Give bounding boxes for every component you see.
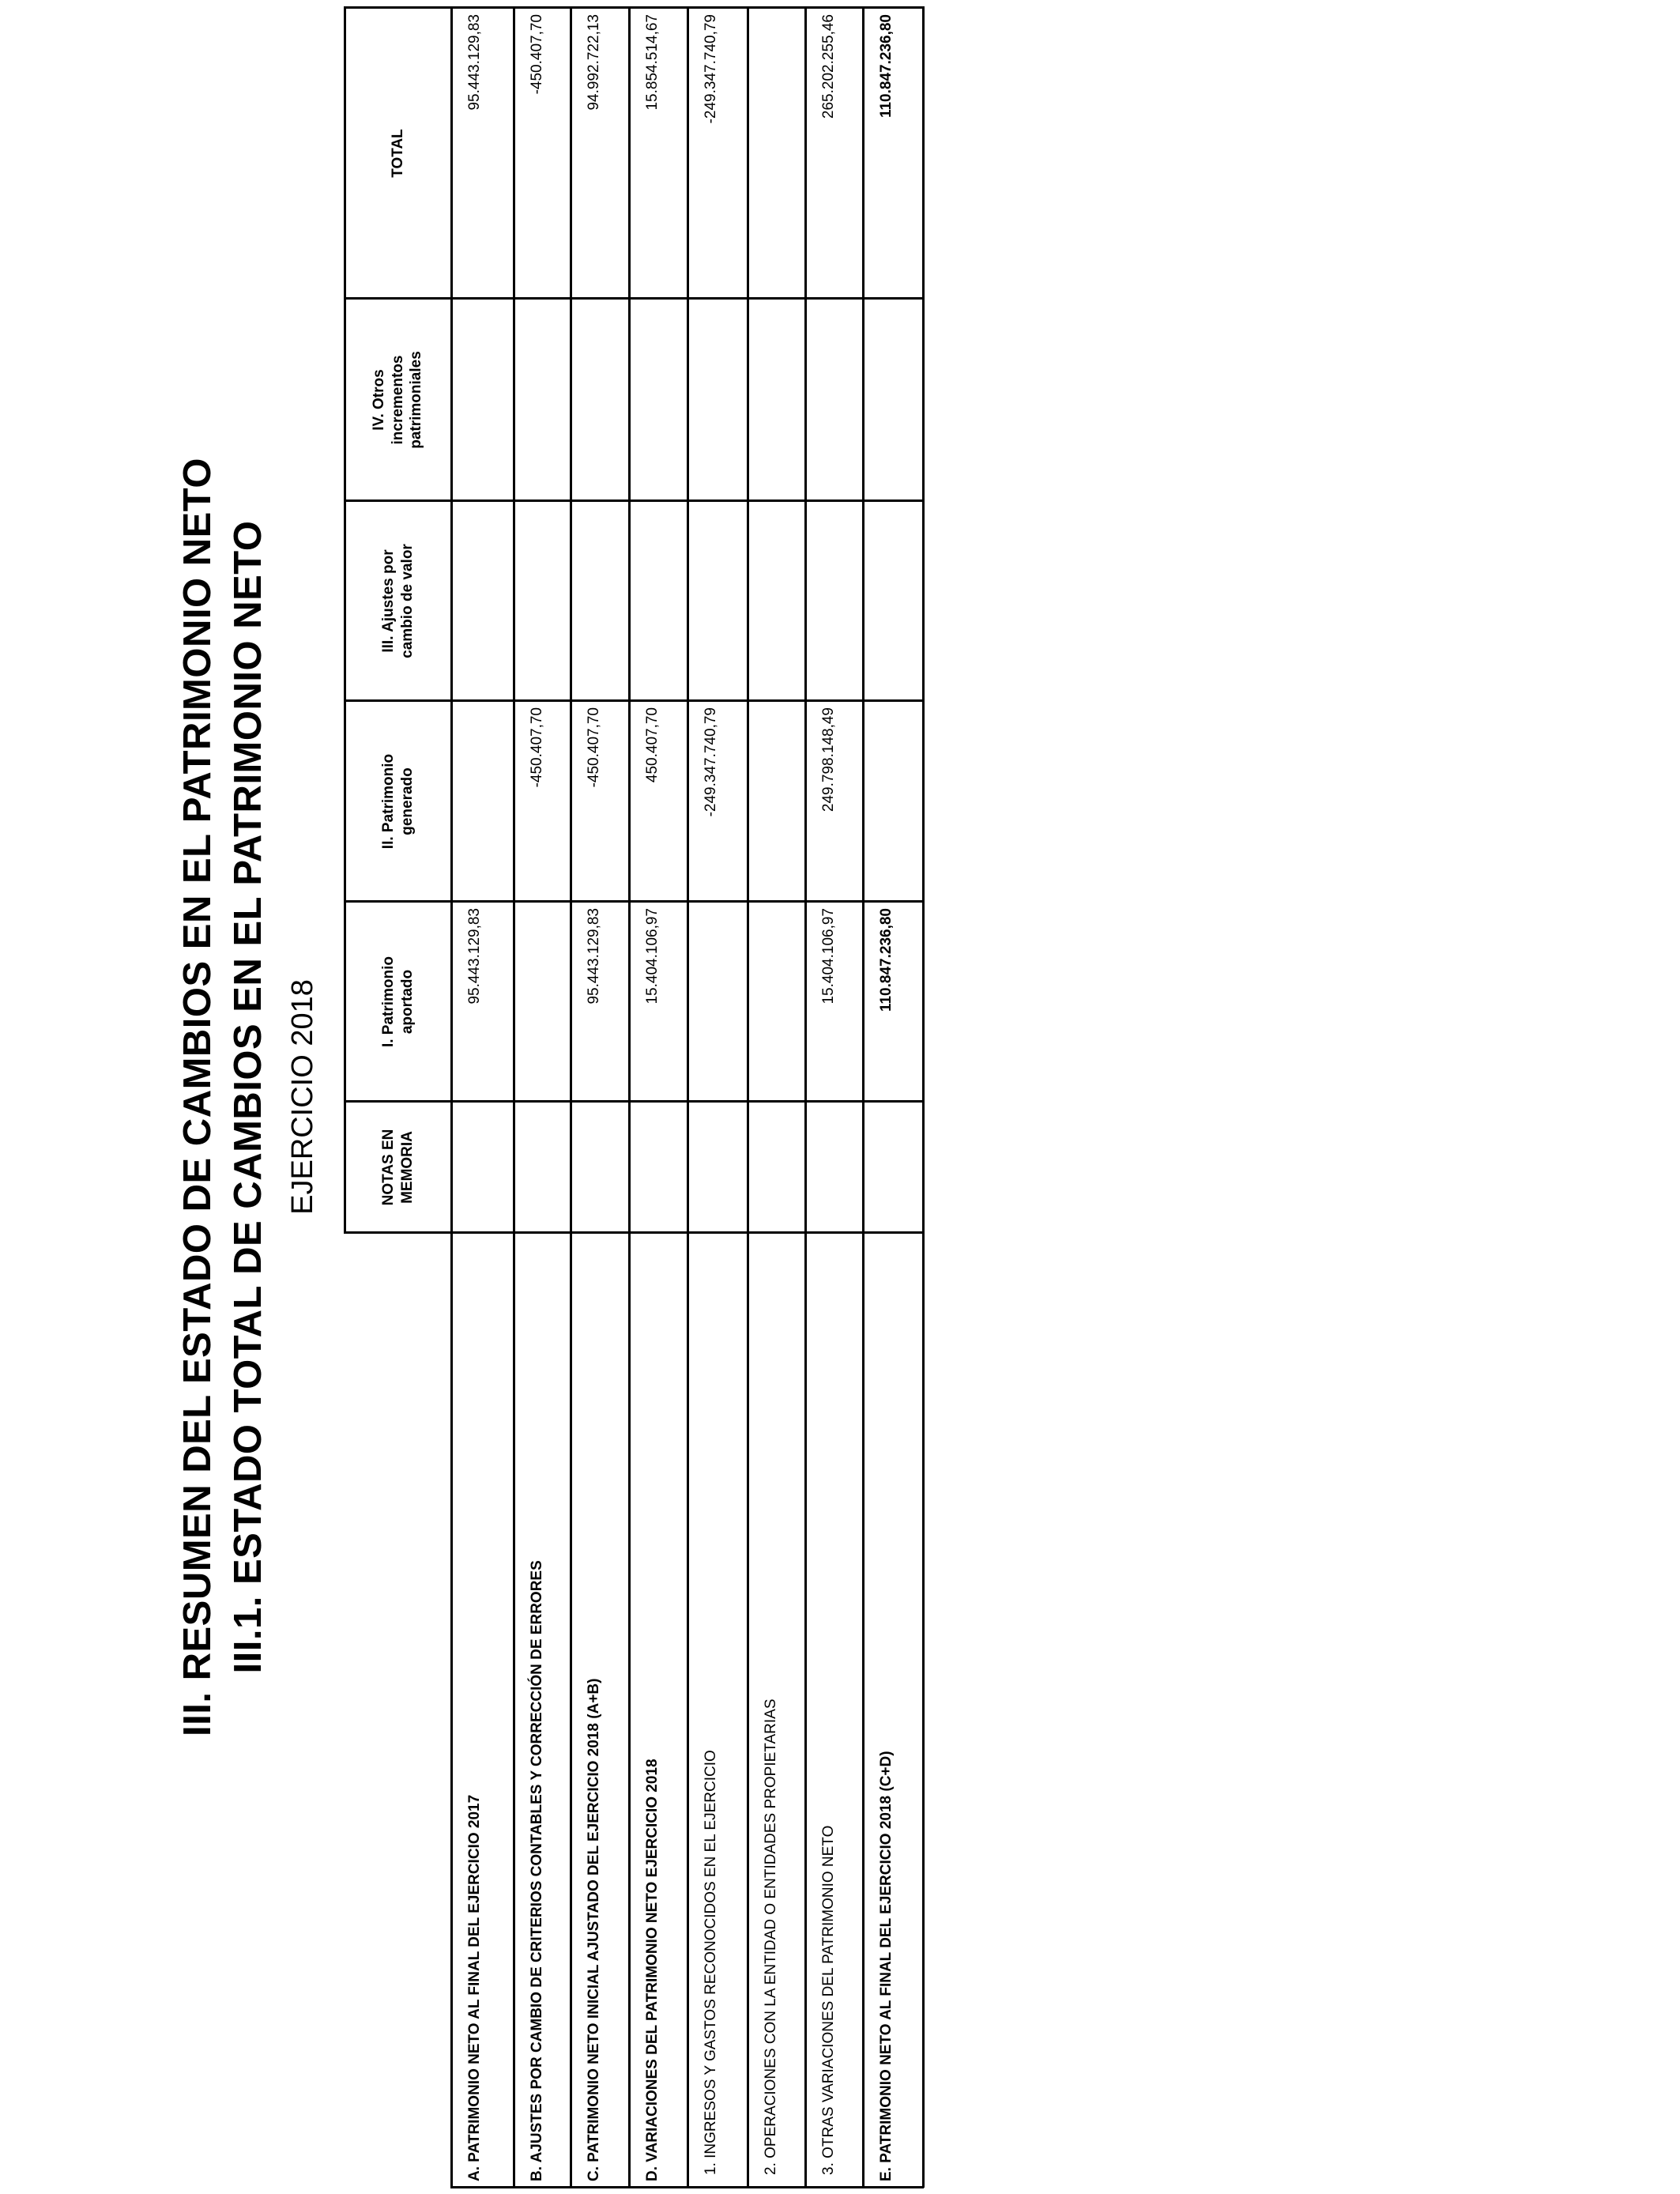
column-divider <box>344 297 924 300</box>
cell-aportado: 15.404.106,97 <box>644 908 661 1005</box>
cell-ajustes <box>451 501 514 701</box>
row-divider <box>513 6 515 2188</box>
row-label: 3. OTRAS VARIACIONES DEL PATRIMONIO NETO <box>820 1825 837 2175</box>
cell-total: 94.992.722,13 <box>586 14 602 111</box>
column-divider <box>344 499 924 502</box>
cell-otros <box>687 299 748 501</box>
row-label: 2. OPERACIONES CON LA ENTIDAD O ENTIDADES PROPIETARIAS <box>763 1698 779 2175</box>
column-divider <box>344 6 924 9</box>
column-header-aportado <box>345 902 451 1102</box>
cell-notas <box>863 1102 923 1233</box>
cell-total: -249.347.740,79 <box>703 14 719 124</box>
cell-generado <box>863 701 923 902</box>
cell-notas <box>571 1102 629 1233</box>
cell-notas <box>748 1102 805 1233</box>
row-label: C. PATRIMONIO NETO INICIAL AJUSTADO DEL EJERCICIO 2018 (A+B) <box>586 1678 602 2181</box>
row-divider <box>862 6 864 2188</box>
header-divider <box>450 6 453 2188</box>
row-divider <box>570 6 572 2188</box>
cell-ajustes <box>629 501 687 701</box>
cell-notas <box>514 1102 571 1233</box>
cell-total <box>748 8 805 299</box>
cell-aportado: 110.847.236,80 <box>878 908 895 1012</box>
header-text: TOTAL <box>389 129 406 178</box>
sub-title: III.1. ESTADO TOTAL DE CAMBIOS EN EL PATRIMONIO NETO <box>227 520 269 1674</box>
row-divider <box>804 6 807 2188</box>
cell-generado: -249.347.740,79 <box>703 707 719 817</box>
header-text: III. Ajustes por cambio de valor <box>379 544 416 658</box>
column-header-total <box>345 8 451 299</box>
cell-otros <box>805 299 863 501</box>
cell-otros <box>863 299 923 501</box>
column-header-otros <box>345 299 451 501</box>
header-text: II. Patrimonio generado <box>379 753 416 850</box>
cell-otros <box>629 299 687 501</box>
row-label: A. PATRIMONIO NETO AL FINAL DEL EJERCICIO 2017 <box>466 1794 483 2181</box>
cell-aportado: 95.443.129,83 <box>466 908 483 1005</box>
cell-otros <box>748 299 805 501</box>
cell-ajustes <box>805 501 863 701</box>
period-title: EJERCICIO 2018 <box>286 979 319 1215</box>
cell-aportado <box>514 902 571 1102</box>
column-divider <box>344 1231 924 1234</box>
column-header-generado <box>345 701 451 902</box>
cell-total: 110.847.236,80 <box>878 14 895 119</box>
column-divider <box>344 1100 924 1103</box>
row-divider <box>628 6 631 2188</box>
cell-generado <box>748 701 805 902</box>
cell-ajustes <box>687 501 748 701</box>
table-border-top <box>344 6 346 1233</box>
cell-generado: 249.798.148,49 <box>820 707 837 812</box>
row-label: D. VARIACIONES DEL PATRIMONIO NETO EJERCICIO 2018 <box>644 1759 661 2181</box>
row-label: B. AJUSTES POR CAMBIO DE CRITERIOS CONTABLES Y CORRECCIÓN DE ERRORES <box>529 1560 545 2181</box>
cell-notas <box>687 1102 748 1233</box>
row-label: E. PATRIMONIO NETO AL FINAL DEL EJERCICIO 2018 (C+D) <box>878 1751 895 2181</box>
cell-generado: -450.407,70 <box>586 707 602 788</box>
cell-notas <box>451 1102 514 1233</box>
cell-total: -450.407,70 <box>529 14 545 95</box>
table-border-bottom <box>922 6 925 2188</box>
cell-notas <box>805 1102 863 1233</box>
row-divider <box>747 6 749 2188</box>
column-header-notas <box>345 1102 451 1233</box>
row-divider <box>687 6 689 2188</box>
cell-ajustes <box>571 501 629 701</box>
column-divider <box>344 699 924 702</box>
cell-aportado <box>687 902 748 1102</box>
cell-otros <box>451 299 514 501</box>
cell-ajustes <box>748 501 805 701</box>
cell-aportado <box>748 902 805 1102</box>
cell-total: 15.854.514,67 <box>644 14 661 111</box>
row-label: 1. INGRESOS Y GASTOS RECONOCIDOS EN EL EJERCICIO <box>703 1750 719 2175</box>
header-text: I. Patrimonio aportado <box>379 956 416 1048</box>
cell-total: 95.443.129,83 <box>466 14 483 111</box>
cell-aportado: 95.443.129,83 <box>586 908 602 1005</box>
column-header-ajustes <box>345 501 451 701</box>
cell-otros <box>514 299 571 501</box>
cell-ajustes <box>863 501 923 701</box>
cell-notas <box>629 1102 687 1233</box>
cell-total: 265.202.255,46 <box>820 14 837 119</box>
cell-generado: 450.407,70 <box>644 707 661 783</box>
main-title: III. RESUMEN DEL ESTADO DE CAMBIOS EN EL PATRIMONIO NETO <box>176 458 219 1736</box>
column-divider <box>344 900 924 903</box>
cell-aportado: 15.404.106,97 <box>820 908 837 1005</box>
cell-otros <box>571 299 629 501</box>
cell-ajustes <box>514 501 571 701</box>
cell-generado: -450.407,70 <box>529 707 545 788</box>
header-text: NOTAS EN MEMORIA <box>379 1129 416 1206</box>
header-text: IV. Otros incrementos patrimoniales <box>370 351 425 449</box>
cell-generado <box>451 701 514 902</box>
column-divider <box>450 2186 924 2188</box>
